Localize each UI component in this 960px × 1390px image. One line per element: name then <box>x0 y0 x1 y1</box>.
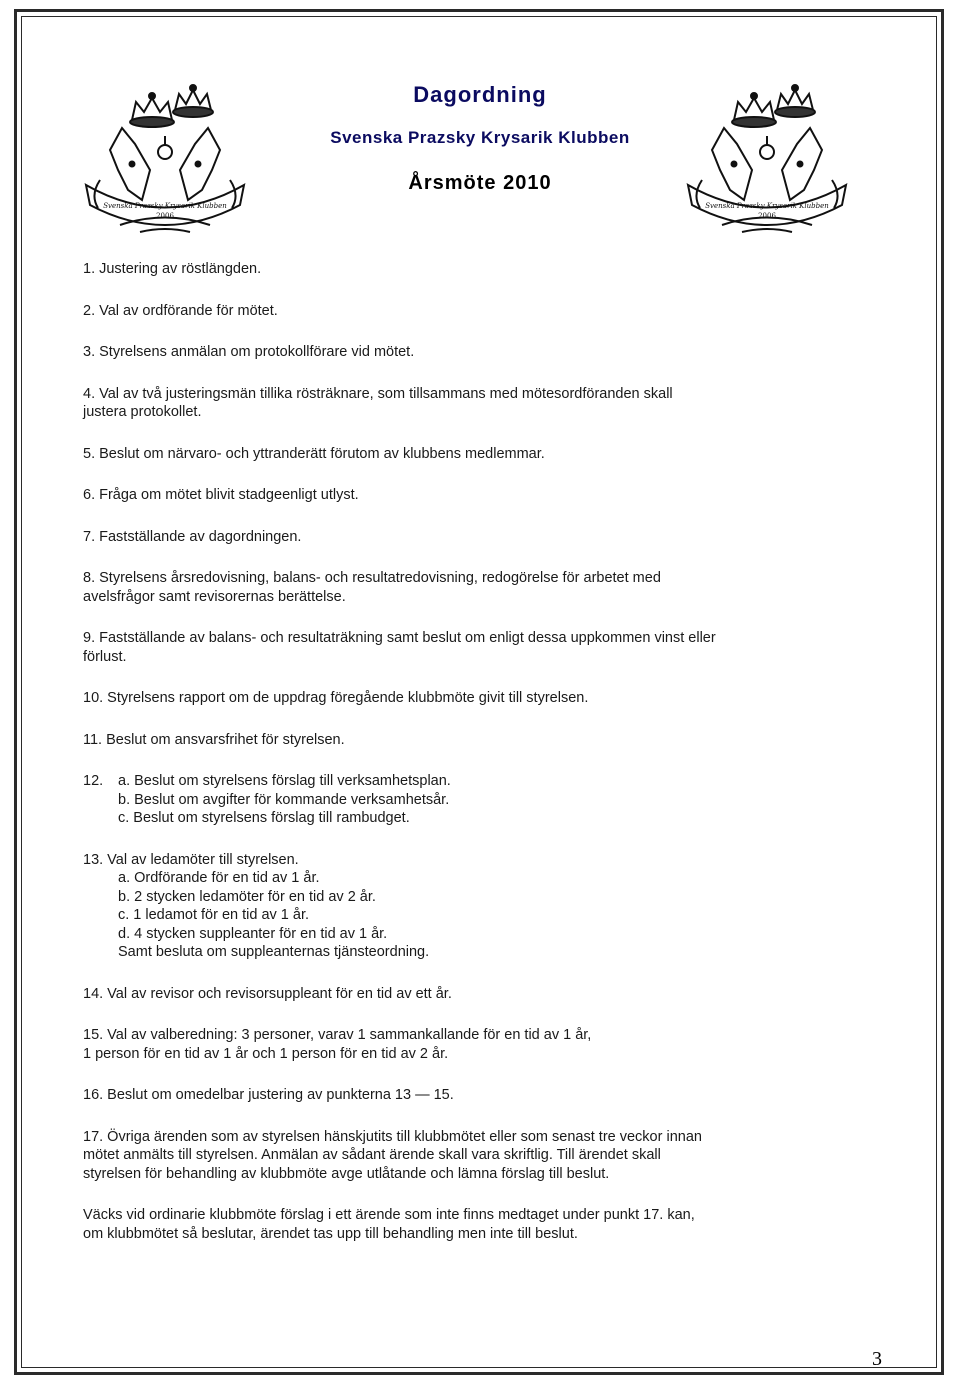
agenda-item-17-line: styrelsen för behandling av klubbmöte avge utlåtande och lämna förslag till beslut. <box>83 1165 610 1182</box>
logo-club-text: Svenska Prazsky Krysarik Klubben <box>103 202 227 210</box>
agenda-item-9-line: förlust. <box>83 648 127 665</box>
agenda-item-16: 16. Beslut om omedelbar justering av punkterna 13 — 15. <box>83 1087 454 1103</box>
agenda-item-8-line: 8. Styrelsens årsredovisning, balans- och resultatredovisning, redogörelse för arbetet med <box>83 570 661 586</box>
logo-year: 2006 <box>156 212 174 220</box>
agenda-item-3: 3. Styrelsens anmälan om protokollförare vid mötet. <box>83 344 415 360</box>
agenda-item-17-line: 17. Övriga ärenden som av styrelsen hänskjutits till klubbmötet eller som senast tre veckor innan <box>83 1128 702 1145</box>
agenda-item-9-line: 9. Fastställande av balans- och resultaträkning samt beslut om enligt dessa uppkommen vinst eller <box>83 630 716 646</box>
agenda-item-15-line: 1 person för en tid av 1 år och 1 person för en tid av 2 år. <box>83 1045 449 1062</box>
agenda-item-4-line: justera protokollet. <box>83 404 202 420</box>
agenda-item-8-line: avelsfrågor samt revisorernas berättelse. <box>83 588 346 605</box>
agenda-item-14: 14. Val av revisor och revisorsuppleant för en tid av ett år. <box>83 985 452 1002</box>
agenda-item-12 <box>83 772 883 828</box>
agenda-item-9 <box>83 629 883 666</box>
agenda-note-line: om klubbmötet så beslutar, ärendet tas upp till behandling men inte till beslut. <box>83 1225 578 1242</box>
agenda-item-5: 5. Beslut om närvaro- och yttranderätt förutom av klubbens medlemmar. <box>83 445 545 462</box>
agenda-item-8 <box>83 569 883 606</box>
agenda-item-17-line: mötet anmälts till styrelsen. Anmälan av sådant ärende skall vara skriftlig. Till ärendet skall <box>83 1147 661 1163</box>
agenda-item-4 <box>83 385 883 422</box>
agenda-item-4-line: 4. Val av två justeringsmän tillika rösträknare, som tillsammans med mötesordföranden skall <box>83 385 673 402</box>
logo-club-text: Svenska Prazsky Krysarik Klubben <box>705 202 829 210</box>
agenda-item-12-number: 12. <box>83 773 104 789</box>
agenda-item-13 <box>83 851 883 962</box>
agenda-item-13-e: Samt besluta om suppleanternas tjänsteordning. <box>118 944 430 960</box>
agenda-item-1: 1. Justering av röstlängden. <box>83 261 262 277</box>
agenda-item-15 <box>83 1026 883 1063</box>
agenda-item-12-a: a. Beslut om styrelsens förslag till verksamhetsplan. <box>118 773 451 789</box>
agenda-note-line: Väcks vid ordinarie klubbmöte förslag i ett ärende som inte finns medtaget under punkt 17. kan, <box>83 1207 695 1223</box>
agenda-item-12-c: c. Beslut om styrelsens förslag till rambudget. <box>118 810 410 826</box>
page-title: Dagordning <box>413 82 547 107</box>
agenda-item-6: 6. Fråga om mötet blivit stadgeenligt utlyst. <box>83 487 359 503</box>
meeting-title: Årsmöte 2010 <box>408 172 552 194</box>
agenda-note <box>83 1206 883 1243</box>
agenda-item-15-line: 15. Val av valberedning: 3 personer, varav 1 sammankallande för en tid av 1 år, <box>83 1027 592 1043</box>
agenda-item-12-b: b. Beslut om avgifter för kommande verksamhetsår. <box>118 791 450 808</box>
logo-year: 2006 <box>758 212 776 220</box>
agenda-item-2: 2. Val av ordförande för mötet. <box>83 302 278 319</box>
page-number: 3 <box>872 1348 882 1370</box>
agenda-item-7: 7. Fastställande av dagordningen. <box>83 528 302 545</box>
agenda-item-13-a: a. Ordförande för en tid av 1 år. <box>118 870 320 886</box>
agenda-item-13-title: 13. Val av ledamöter till styrelsen. <box>83 851 299 868</box>
agenda-list <box>83 260 883 1243</box>
agenda-item-10: 10. Styrelsens rapport om de uppdrag föregående klubbmöte givit till styrelsen. <box>83 690 589 706</box>
agenda-item-13-c: c. 1 ledamot för en tid av 1 år. <box>118 907 310 923</box>
club-name: Svenska Prazsky Krysarik Klubben <box>330 128 630 147</box>
agenda-item-11: 11. Beslut om ansvarsfrihet för styrelsen. <box>83 731 345 748</box>
agenda-item-13-b: b. 2 stycken ledamöter för en tid av 2 år. <box>118 888 376 905</box>
agenda-item-13-d: d. 4 stycken suppleanter för en tid av 1 år. <box>118 925 388 942</box>
agenda-item-17 <box>83 1128 883 1184</box>
